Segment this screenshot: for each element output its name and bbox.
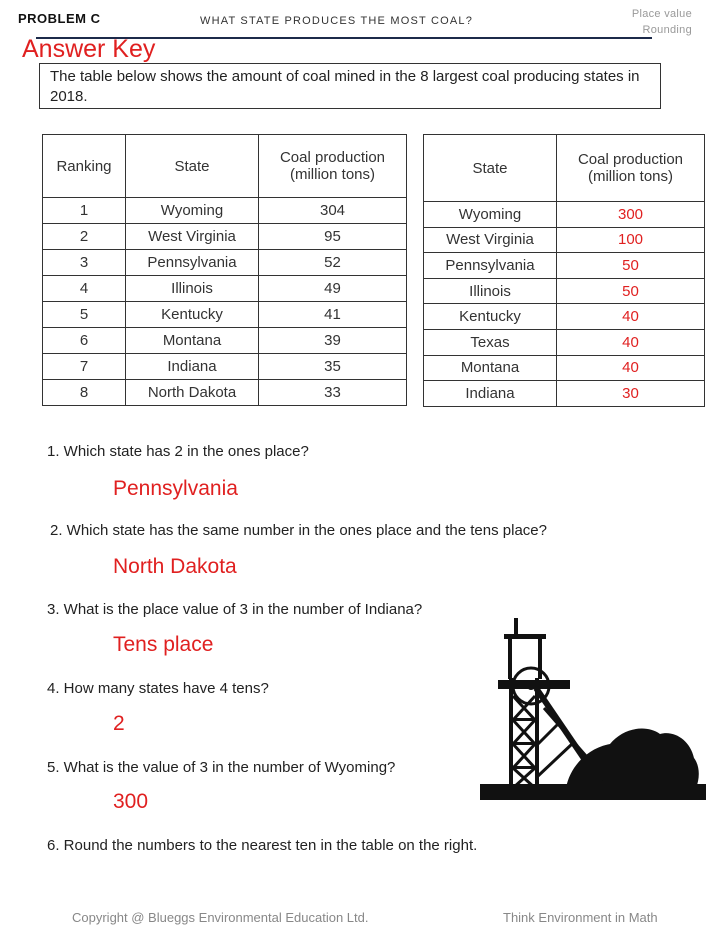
page-heading: WHAT STATE PRODUCES THE MOST COAL? — [200, 15, 474, 27]
state-cell: Pennsylvania — [126, 250, 259, 276]
table-row — [43, 198, 407, 224]
production-cell: 52 — [259, 250, 407, 276]
table-row — [43, 224, 407, 250]
footer-tagline: Think Environment in Math — [503, 910, 658, 925]
header-state: State — [126, 135, 259, 198]
state-cell: Kentucky — [126, 302, 259, 328]
table-row — [424, 355, 705, 381]
rank-cell: 5 — [43, 302, 126, 328]
rounded-value-cell: 100 — [557, 227, 705, 253]
rank-cell: 2 — [43, 224, 126, 250]
state-cell: Pennsylvania — [424, 253, 557, 279]
rounded-value-cell: 50 — [557, 278, 705, 304]
table-row — [424, 278, 705, 304]
rank-cell: 8 — [43, 380, 126, 406]
production-cell: 39 — [259, 328, 407, 354]
state-cell: Wyoming — [424, 202, 557, 228]
question-6: 6. Round the numbers to the nearest ten in the table on the right. — [47, 837, 478, 854]
production-cell: 95 — [259, 224, 407, 250]
question-5: 5. What is the value of 3 in the number of Wyoming? — [47, 759, 396, 776]
answer-3: Tens place — [113, 633, 214, 656]
rank-cell: 7 — [43, 354, 126, 380]
rounded-table — [423, 134, 705, 407]
production-cell: 33 — [259, 380, 407, 406]
table-row — [43, 380, 407, 406]
production-table — [42, 134, 407, 406]
rounded-value-cell: 40 — [557, 329, 705, 355]
table-row — [43, 276, 407, 302]
question-4: 4. How many states have 4 tens? — [47, 680, 269, 697]
state-cell: Texas — [424, 329, 557, 355]
rounded-value-cell: 300 — [557, 202, 705, 228]
rank-cell: 4 — [43, 276, 126, 302]
production-cell: 35 — [259, 354, 407, 380]
footer-copyright: Copyright @ Blueggs Environmental Education Ltd. — [72, 910, 369, 925]
rounded-value-cell: 50 — [557, 253, 705, 279]
table-header-row — [424, 135, 705, 202]
state-cell: Illinois — [424, 278, 557, 304]
rounded-value-cell: 40 — [557, 355, 705, 381]
state-cell: West Virginia — [424, 227, 557, 253]
header-state: State — [424, 135, 557, 202]
state-cell: West Virginia — [126, 224, 259, 250]
table-header-row — [43, 135, 407, 198]
table-row — [43, 250, 407, 276]
answer-5: 300 — [113, 790, 149, 813]
coal-mine-headframe-icon — [478, 616, 706, 807]
state-cell: Indiana — [424, 381, 557, 407]
production-cell: 41 — [259, 302, 407, 328]
production-cell: 304 — [259, 198, 407, 224]
table-row — [424, 329, 705, 355]
state-cell: Montana — [126, 328, 259, 354]
table-row — [424, 253, 705, 279]
state-cell: Kentucky — [424, 304, 557, 330]
state-cell: Indiana — [126, 354, 259, 380]
answer-2: North Dakota — [113, 555, 237, 578]
table-row — [43, 354, 407, 380]
topic-place-value: Place value — [631, 8, 692, 20]
question-3: 3. What is the place value of 3 in the number of Indiana? — [47, 601, 423, 618]
table-row — [43, 302, 407, 328]
table-row — [43, 328, 407, 354]
topic-rounding: Rounding — [642, 24, 692, 36]
problem-label: PROBLEM C — [18, 11, 101, 26]
rank-cell: 1 — [43, 198, 126, 224]
intro-text: The table below shows the amount of coal mined in the 8 largest coal producing states in 2018. — [50, 68, 640, 105]
state-cell: Wyoming — [126, 198, 259, 224]
table-row — [424, 227, 705, 253]
topic-tags — [632, 6, 692, 38]
table-row — [424, 381, 705, 407]
header-production: Coal production (million tons) — [557, 135, 705, 202]
question-1: 1. Which state has 2 in the ones place? — [47, 443, 309, 460]
question-2: 2. Which state has the same number in the ones place and the tens place? — [50, 522, 547, 539]
answer-1: Pennsylvania — [113, 477, 238, 500]
intro-box — [39, 63, 661, 109]
rank-cell: 3 — [43, 250, 126, 276]
header-ranking: Ranking — [43, 135, 126, 198]
state-cell: North Dakota — [126, 380, 259, 406]
answer-key-label: Answer Key — [22, 35, 156, 63]
table-row — [424, 202, 705, 228]
header-production: Coal production (million tons) — [259, 135, 407, 198]
table-row — [424, 304, 705, 330]
rounded-value-cell: 40 — [557, 304, 705, 330]
rank-cell: 6 — [43, 328, 126, 354]
rounded-value-cell: 30 — [557, 381, 705, 407]
state-cell: Illinois — [126, 276, 259, 302]
state-cell: Montana — [424, 355, 557, 381]
answer-4: 2 — [113, 712, 125, 735]
production-cell: 49 — [259, 276, 407, 302]
